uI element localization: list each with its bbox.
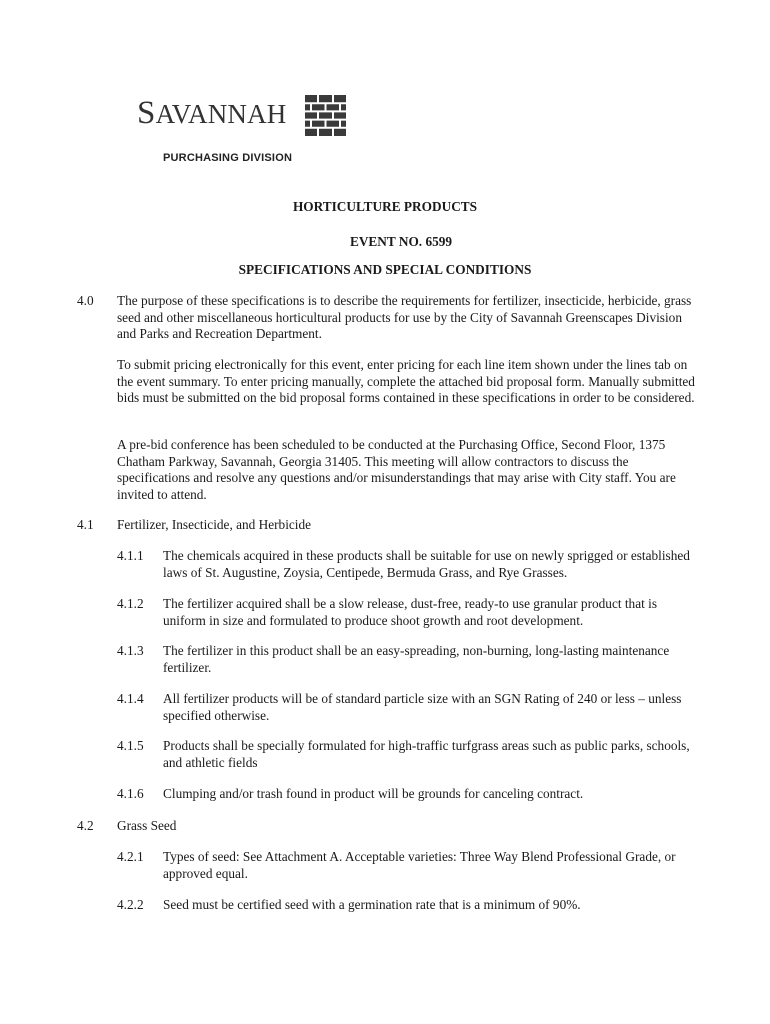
logo-letters: AVANNAH — [155, 99, 287, 129]
subsection-number: 4.1.5 — [117, 738, 144, 753]
subsection-number: 4.1.1 — [117, 548, 144, 563]
subsection-text: Seed must be certified seed with a germination rate that is a minimum of 90%. — [163, 897, 581, 912]
document-subtitle: SPECIFICATIONS AND SPECIAL CONDITIONS — [238, 262, 532, 277]
subsection-text: The fertilizer in this product shall be an easy-spreading, non-burning, long-lasting maintenance fertilizer. — [163, 643, 670, 675]
paragraph-pre-bid: A pre-bid conference has been scheduled to be conducted at the Purchasing Office, Second Floor, 1375 Chatham Parkway, Savannah, Georgia 31405. This meeting will allow contractors to discuss the specifications and resolve any questions and/or misunderstandings that may arise with City staff. You are invited to attend. — [117, 437, 676, 502]
brick-wall-icon — [305, 95, 346, 136]
section-number: 4.0 — [77, 293, 94, 308]
section-heading: Fertilizer, Insecticide, and Herbicide — [117, 517, 312, 532]
section-number: 4.2 — [77, 818, 94, 833]
logo-letter-s: S — [137, 95, 156, 131]
document-title: HORTICULTURE PRODUCTS — [292, 199, 478, 214]
subsection-text: Types of seed: See Attachment A. Acceptable varieties: Three Way Blend Professional Grade, or approved equal. — [163, 849, 676, 881]
subsection-text: All fertilizer products will be of standard particle size with an SGN Rating of 240 or less – unless specified otherwise. — [163, 691, 682, 723]
subsection-number: 4.2.2 — [117, 897, 144, 912]
savannah-logo — [137, 93, 346, 136]
subsection-number: 4.2.1 — [117, 849, 144, 864]
subsection-number: 4.1.4 — [117, 691, 144, 706]
section-number: 4.1 — [77, 517, 94, 532]
subsection-number: 4.1.2 — [117, 596, 144, 611]
subsection-text: The chemicals acquired in these products shall be suitable for use on newly sprigged or established laws of St. Augustine, Zoysia, Centipede, Bermuda Grass, and Rye Grasses. — [163, 548, 690, 580]
section-heading: Grass Seed — [117, 818, 177, 833]
event-number: EVENT NO. 6599 — [349, 234, 453, 249]
subsection-text: Products shall be specially formulated for high-traffic turfgrass areas such as public parks, schools, and athletic fields — [163, 738, 690, 770]
subsection-text: Clumping and/or trash found in product will be grounds for canceling contract. — [163, 786, 584, 801]
paragraph-submit-pricing: To submit pricing electronically for this event, enter pricing for each line item shown under the lines tab on the event summary. To enter pricing manually, complete the attached bid proposal form. Manually submitted bids must be submitted on the bid proposal forms contained in these specifications in order to be considered. — [117, 357, 695, 406]
subsection-text: The fertilizer acquired shall be a slow release, dust-free, ready-to use granular product that is uniform in size and formulated to produce shoot growth and root development. — [163, 596, 657, 628]
purchasing-division-label: PURCHASING DIVISION — [163, 152, 293, 164]
subsection-number: 4.1.3 — [117, 643, 144, 658]
paragraph-purpose: The purpose of these specifications is to describe the requirements for fertilizer, insecticide, herbicide, grass seed and other miscellaneous horticultural products for use by the City of Savannah Greenscapes Division and Parks and Recreation Department. — [117, 293, 692, 342]
subsection-number: 4.1.6 — [117, 786, 144, 801]
logo-wordmark — [137, 93, 287, 134]
